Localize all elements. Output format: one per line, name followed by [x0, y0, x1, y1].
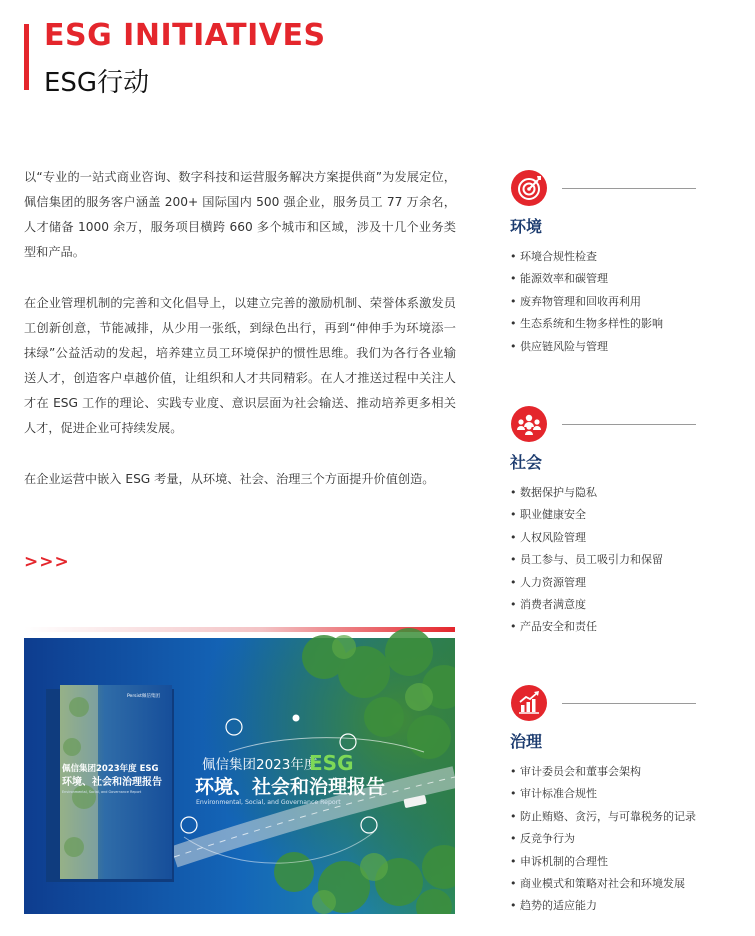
bar-chart-growth-icon: [511, 685, 547, 721]
list-item: • 申诉机制的合理性: [510, 851, 696, 873]
list-item: • 职业健康安全: [510, 504, 663, 526]
intro-paragraph: 以“专业的一站式商业咨询、数字科技和运营服务解决方案提供商”为发展定位，佩信集团的服务客户涵盖 200+ 国际国内 500 强企业，服务员工 77 万余名，人才储备 1000 余万，服务项目横跨 660 多个城市和区域，涉及十几个业务类型和产品。: [24, 170, 456, 259]
list-item: • 供应链风险与管理: [510, 336, 663, 358]
list-item: • 数据保护与隐私: [510, 482, 663, 504]
cover-title-prefix: 佩信集团2023年度: [202, 757, 318, 773]
book-logo: Persist佩信集团: [127, 694, 160, 699]
list-item: • 反竞争行为: [510, 828, 696, 850]
divider-line: [562, 703, 696, 704]
esg-report-cover-image: [24, 627, 455, 914]
book-subtitle: Environmental, Social, and Governance Report: [62, 790, 142, 794]
divider-line: [562, 424, 696, 425]
list-item: • 废弃物管理和回收再利用: [510, 291, 663, 313]
category-title: 社会: [510, 453, 543, 472]
list-item: • 趋势的适应能力: [510, 895, 696, 917]
list-item: • 产品安全和责任: [510, 616, 663, 638]
list-item: • 消费者满意度: [510, 594, 663, 616]
book-title-line1: 佩信集团2023年度 ESG: [62, 764, 159, 774]
category-list: [510, 761, 696, 918]
list-item: • 生态系统和生物多样性的影响: [510, 313, 663, 335]
cover-title-main: 环境、社会和治理报告: [195, 776, 386, 798]
category-title: 环境: [510, 217, 543, 236]
page-title-cn: ESG行动: [44, 68, 150, 98]
divider-line: [562, 188, 696, 189]
cover-subtitle-en: Environmental, Social, and Governance Report: [196, 799, 341, 806]
list-item: • 人力资源管理: [510, 572, 663, 594]
management-paragraph: 在企业管理机制的完善和文化倡导上，以建立完善的激励机制、荣誉体系激发员工创新创意，节能减排，从少用一张纸，到绿色出行，再到“伸伸手为环境添一抹绿”公益活动的发起，培养建立员工环境保护的惯性思维。我们为各行各业输送人才，创造客户卓越价值，让组织和人才共同精彩。在人才推送过程中关注人才在 ESG 工作的理论、实践专业度、意识层面为社会输送、推动培养更多相关人才，促进企业可持续发展。: [24, 296, 456, 435]
list-item: • 审计委员会和董事会架构: [510, 761, 696, 783]
cover-title-esg: ESG: [309, 751, 354, 775]
title-accent-bar: [24, 24, 29, 90]
book-title-line2: 环境、社会和治理报告: [62, 777, 162, 788]
list-item: • 审计标准合规性: [510, 783, 696, 805]
list-item: • 能源效率和碳管理: [510, 268, 663, 290]
people-group-icon: [511, 406, 547, 442]
more-link[interactable]: >>>: [24, 552, 70, 572]
list-item: • 防止贿赂、贪污，与可靠税务的记录: [510, 806, 696, 828]
category-list: [510, 482, 663, 639]
page-title-en: ESG INITIATIVES: [44, 18, 326, 53]
esg-summary-paragraph: 在企业运营中嵌入 ESG 考量，从环境、社会、治理三个方面提升价值创造。: [24, 472, 435, 486]
category-list: [510, 246, 663, 358]
list-item: • 人权风险管理: [510, 527, 663, 549]
list-item: • 商业模式和策略对社会和环境发展: [510, 873, 696, 895]
category-title: 治理: [510, 732, 543, 751]
target-icon: [511, 170, 547, 206]
list-item: • 员工参与、员工吸引力和保留: [510, 549, 663, 571]
list-item: • 环境合规性检查: [510, 246, 663, 268]
